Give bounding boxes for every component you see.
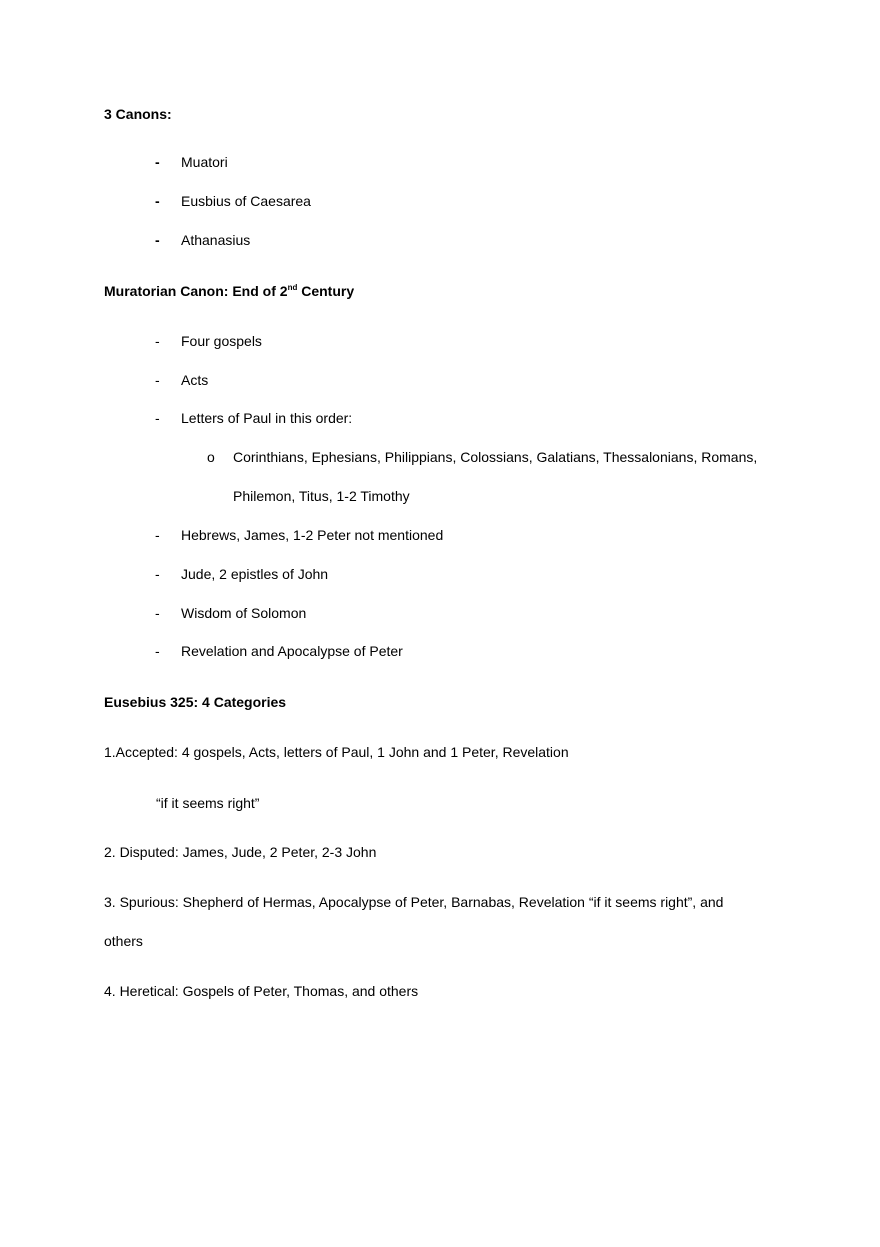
bullet-dash: - [155, 605, 160, 621]
list-item: Revelation and Apocalypse of Peter [181, 643, 403, 659]
list-item: Four gospels [181, 333, 262, 349]
list-item: Muatori [181, 154, 228, 170]
list-item: Athanasius [181, 232, 251, 248]
list-item: Eusbius of Caesarea [181, 193, 311, 209]
category-heretical: 4. Heretical: Gospels of Peter, Thomas, and others [104, 983, 419, 999]
list-item: Jude, 2 epistles of John [181, 566, 329, 582]
heading-3-canons: 3 Canons: [104, 106, 172, 122]
heading-text: Muratorian Canon: End of 2 [104, 283, 288, 299]
list-item: Letters of Paul in this order: [181, 410, 353, 426]
bullet-dash: - [155, 154, 160, 170]
bullet-dash: - [155, 643, 160, 659]
heading-text-end: Century [297, 283, 355, 299]
category-spurious-continued: others [104, 933, 143, 949]
bullet-dash: - [155, 410, 160, 426]
category-disputed: 2. Disputed: James, Jude, 2 Peter, 2-3 John [104, 844, 377, 860]
bullet-dash: - [155, 193, 160, 209]
list-item: Wisdom of Solomon [181, 605, 307, 621]
bullet-dash: - [155, 566, 160, 582]
bullet-dash: - [155, 333, 160, 349]
heading-muratorian-canon [104, 282, 354, 300]
heading-eusebius: Eusebius 325: 4 Categories [104, 694, 287, 710]
bullet-dash: - [155, 527, 160, 543]
sub-bullet-circle: o [207, 449, 215, 465]
ordinal-superscript: nd [287, 283, 298, 292]
list-item: Hebrews, James, 1-2 Peter not mentioned [181, 527, 444, 543]
category-spurious: 3. Spurious: Shepherd of Hermas, Apocalypse of Peter, Barnabas, Revelation “if it seems right”, and [104, 894, 724, 910]
list-item: Acts [181, 372, 209, 388]
bullet-dash: - [155, 372, 160, 388]
category-accepted-note: “if it seems right” [156, 795, 260, 811]
category-accepted: 1.Accepted: 4 gospels, Acts, letters of Paul, 1 John and 1 Peter, Revelation [104, 744, 569, 760]
sub-list-item: Corinthians, Ephesians, Philippians, Colossians, Galatians, Thessalonians, Romans, [233, 449, 758, 465]
sub-list-item-continued: Philemon, Titus, 1-2 Timothy [233, 488, 410, 504]
bullet-dash: - [155, 232, 160, 248]
